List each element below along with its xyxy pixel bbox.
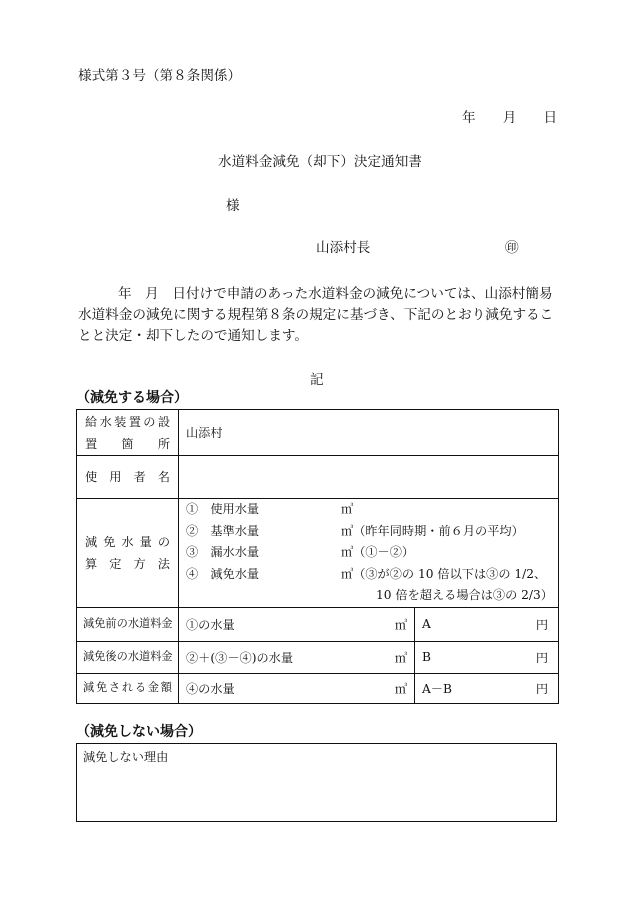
seal-mark: ㊞	[505, 240, 519, 256]
no-reduction-reason-label: 減免しない理由	[83, 750, 169, 764]
charge-unit: ㎥	[394, 650, 407, 665]
calculation-label-line-2: 算 定 方 法	[85, 556, 170, 571]
reduction-table	[76, 409, 559, 704]
notice-body	[78, 284, 558, 347]
charge-unit: ㎥	[394, 681, 407, 696]
date-line: 年 月 日	[462, 110, 558, 126]
charge-label-cell	[77, 607, 179, 641]
user-name-value	[179, 456, 559, 499]
charge-currency: 円	[535, 617, 548, 632]
no-reduction-heading: （減免しない場合）	[76, 724, 202, 740]
charge-row-reduced	[77, 673, 559, 703]
charge-currency: 円	[535, 650, 548, 665]
calc-item-label: ② 基準水量	[186, 523, 260, 538]
charge-amount-label: A	[422, 617, 431, 632]
charge-basis-cell	[179, 641, 415, 673]
calc-item-unit: ㎥	[341, 523, 354, 538]
issuer-name: 山添村長	[316, 240, 371, 256]
calc-note-continuation: 10 倍を超える場合は③の 2/3）	[376, 588, 553, 603]
charge-basis-wrap	[186, 616, 407, 633]
form-number: 様式第３号（第８条関係）	[78, 68, 242, 84]
calc-item-leak	[186, 542, 558, 564]
charge-basis-wrap	[186, 680, 407, 697]
addressee-suffix: 様	[226, 198, 240, 214]
location-row	[77, 410, 559, 456]
calc-item-note: （昨年同時期・前６月の平均）	[353, 523, 524, 538]
document-title: 水道料金減免（却下）決定通知書	[218, 154, 422, 170]
calculation-row	[77, 499, 559, 608]
charge-label-cell	[77, 673, 179, 703]
reduction-heading: （減免する場合）	[76, 390, 188, 406]
charge-amount-label: A－B	[422, 681, 452, 696]
charge-row-before	[77, 607, 559, 641]
charge-amount-label: B	[422, 650, 431, 665]
body-line-3: とと決定・却下したので通知します。	[78, 328, 309, 344]
calc-item-reduction	[186, 564, 558, 586]
charge-amount-wrap	[422, 680, 548, 697]
calc-item-unit: ㎥	[341, 502, 354, 516]
charge-label: 減 免 さ れ る 金 額	[83, 681, 172, 695]
charge-label: 減 免 前 の 水 道 料 金	[83, 617, 173, 631]
charge-amount-wrap	[422, 616, 548, 633]
calc-item-usage	[186, 499, 558, 521]
charge-amount-cell	[415, 641, 559, 673]
calc-item-unit: ㎥	[341, 545, 354, 560]
charge-basis-cell	[179, 673, 415, 703]
location-label-cell	[77, 410, 179, 456]
calculation-label-cell	[77, 499, 179, 608]
charge-row-after	[77, 641, 559, 673]
calculation-label-line-1: 減 免 水 量 の	[85, 534, 170, 549]
charge-currency: 円	[535, 681, 548, 696]
body-line-1: 年 月 日付けで申請のあった水道料金の減免については、山添村簡易	[118, 286, 553, 302]
charge-basis: ④の水量	[186, 681, 235, 696]
charge-basis: ①の水量	[186, 617, 235, 632]
charge-label: 減 免 後 の 水 道 料 金	[83, 650, 173, 664]
user-name-label: 使 用 者 名	[85, 470, 170, 484]
location-label-line-1: 給 水 装 置 の 設	[85, 414, 170, 429]
ki-heading: 記	[310, 372, 324, 388]
calc-item-label: ④ 減免水量	[186, 566, 260, 581]
charge-unit: ㎥	[394, 617, 407, 632]
calc-item-unit-group	[341, 499, 353, 521]
calc-item-note: （①－②）	[353, 545, 415, 560]
charge-basis-wrap	[186, 649, 407, 666]
user-name-row	[77, 456, 559, 499]
charge-amount-cell	[415, 607, 559, 641]
charge-basis-cell	[179, 607, 415, 641]
charge-amount-wrap	[422, 649, 548, 666]
charge-basis: ②＋(③－④)の水量	[186, 650, 294, 665]
calc-item-unit-group	[341, 564, 546, 586]
calc-item-unit-group	[341, 521, 524, 543]
no-reduction-reason-box	[76, 743, 557, 822]
calculation-method-cell	[179, 499, 559, 608]
calc-item-label: ③ 漏水水量	[186, 545, 260, 560]
location-label-line-2: 置 箇 所	[85, 436, 170, 451]
calc-item-unit-group	[341, 542, 414, 564]
body-line-2: 水道料金の減免に関する規程第８条の規定に基づき、下記のとおり減免するこ	[78, 307, 554, 323]
charge-amount-cell	[415, 673, 559, 703]
location-value: 山添村	[179, 410, 559, 456]
calc-item-label: ① 使用水量	[186, 502, 260, 516]
user-name-label-cell	[77, 456, 179, 499]
calc-item-note: （③が②の 10 倍以下は③の 1/2、	[353, 566, 547, 581]
calc-item-base	[186, 521, 558, 543]
charge-label-cell	[77, 641, 179, 673]
calc-item-unit: ㎥	[341, 566, 354, 581]
